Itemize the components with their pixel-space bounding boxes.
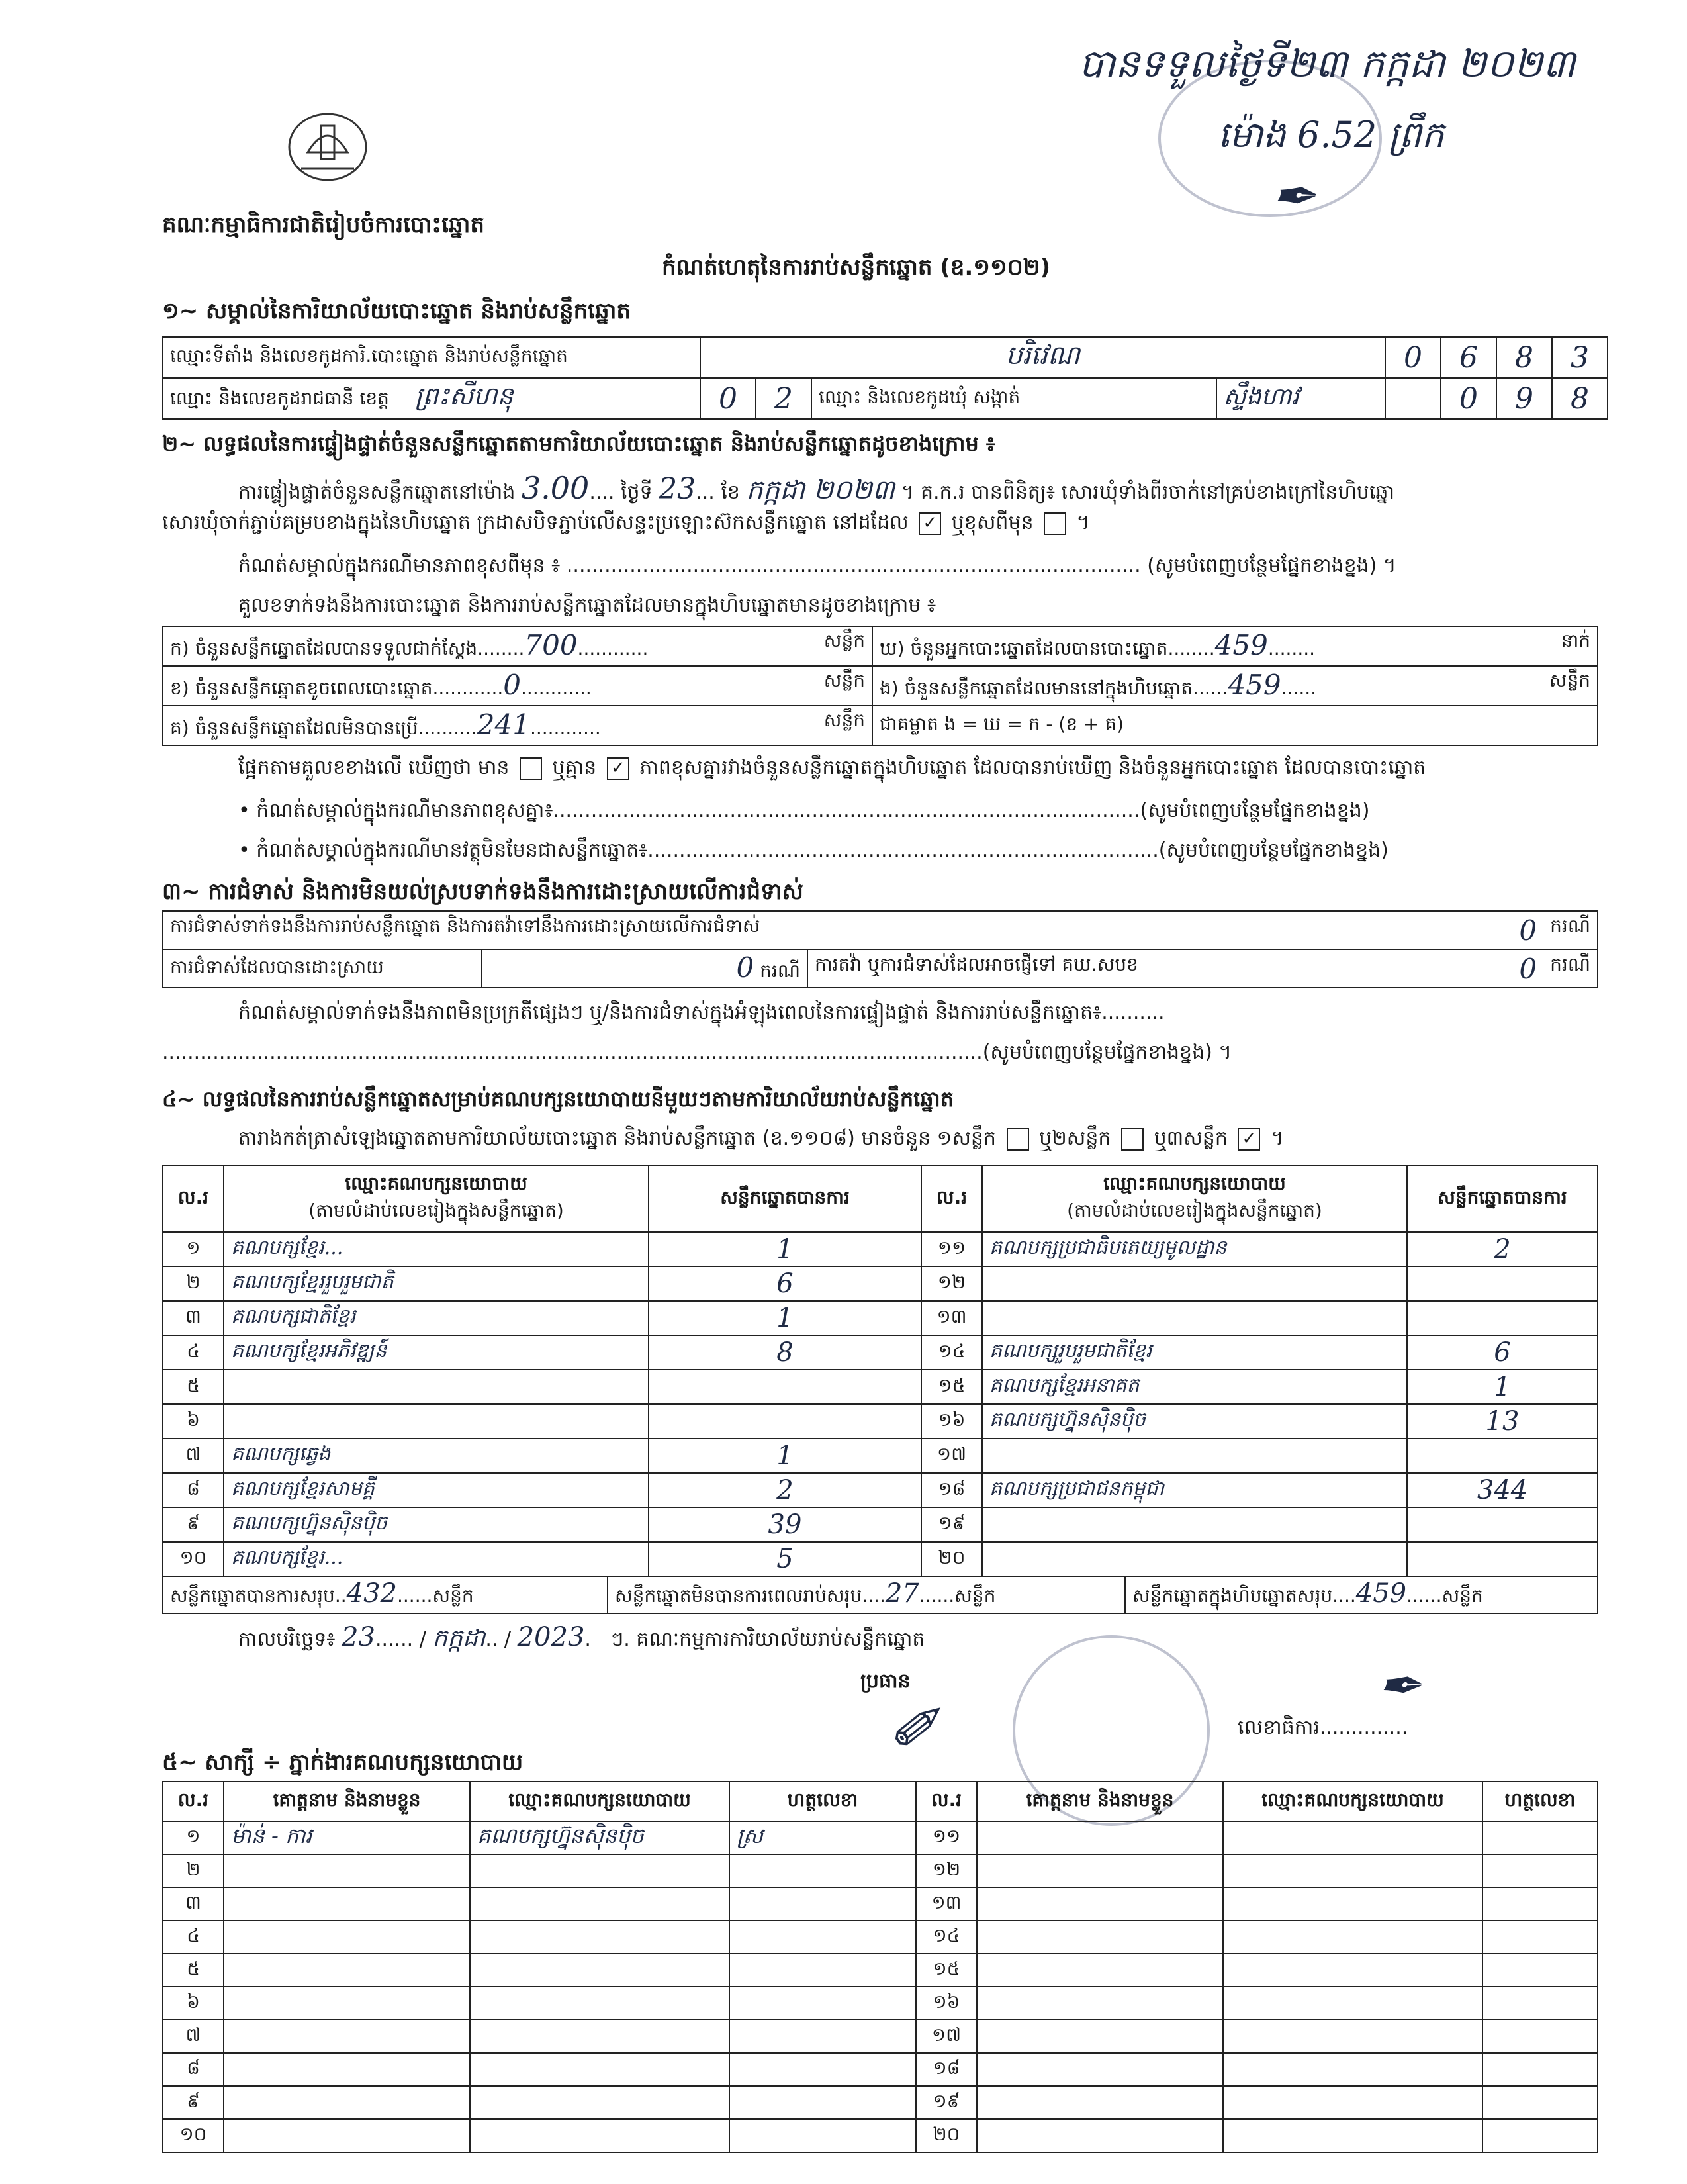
results-party: គណបក្សប្រជាធិបតេយ្យមូលដ្ឋាន [982,1232,1407,1266]
section1-title: ១~ សម្គាល់នៃការិយាល័យបោះឆ្នោត និងរាប់សន្លឹកឆ្នោត [162,298,631,324]
witness-no: ៣ [163,1887,224,1921]
committee-name: គណៈកម្មាធិការជាតិរៀបចំការបោះឆ្នោត [162,212,485,238]
table-row [163,2119,1598,2152]
table-row [163,1473,1598,1507]
chair-signature: ✐ [887,1695,937,1764]
total-box-value: 459 [1355,1578,1407,1609]
table-row [163,2053,1598,2086]
results-no: ១ [163,1232,224,1266]
results-votes [1407,1301,1598,1335]
witness-signature [1482,1887,1598,1921]
witness-no: ១៧ [916,2020,977,2053]
results-votes: 5 [649,1542,921,1576]
witness-party [470,1887,729,1921]
section3-title: ៣~ ការជំទាស់ និងការមិនយល់ស្របទាក់ទងនឹងការដោះស្រាយលើការជំទាស់ [162,878,803,905]
results-votes: 13 [1407,1404,1598,1439]
location-code-2: 6 [1441,337,1496,378]
location-label: ឈ្មោះទីតាំង និងលេខកូដការិ.បោះឆ្នោត និងរាប់សន្លឹកឆ្នោត [163,337,700,378]
results-votes: 6 [649,1266,921,1301]
witness-signature [729,2053,916,2086]
section2-bullet2: • កំណត់សម្គាល់ក្នុងករណីមានវត្ថុមិនមែនជាសន្លឹកឆ្នោត៖.................................................................................(សូមបំពេញបន្ថែមផ្នែកខាងខ្នង) [238,839,1389,862]
results-col-votes-right: សន្លឹកឆ្នោតបានការ [1407,1166,1598,1232]
witness-name: ម៉ាន់ - ការ [224,1821,470,1854]
results-no: ១៩ [921,1507,982,1542]
date-line: កាលបរិច្ឆេទ៖ 23...... / កក្កដា.. / 2023. ៗ. គណៈកម្មការការិយាល័យរាប់សន្លឹកឆ្នោត [238,1622,925,1652]
secretary-signature: ✒ [1377,1655,1422,1717]
section1-table [162,336,1608,420]
witness-party [1223,1954,1482,1987]
results-col-no-right: ល.រ [921,1166,982,1232]
witness-no: ៨ [163,2053,224,2086]
results-no: ៧ [163,1439,224,1473]
results-no: ១៤ [921,1335,982,1370]
objections-value: 0 [1519,914,1537,947]
witness-signature [729,2119,916,2152]
witness-party [470,2020,729,2053]
witness-no: ១៦ [916,1987,977,2020]
results-party: គណបក្សហ្វ៊ុនស៊ិនប៉ិច [982,1404,1407,1439]
witness-name [977,2086,1223,2119]
results-votes: 344 [1407,1473,1598,1507]
results-no: ២០ [921,1542,982,1576]
total-invalid-value: 27 [885,1578,919,1609]
witness-no: ២០ [916,2119,977,2152]
results-no: ៥ [163,1370,224,1404]
table-row [163,1854,1598,1887]
section4-title: ៤~ លទ្ធផលនៃការរាប់សន្លឹកឆ្នោតសម្រាប់គណបក្សនយោបាយនីមួយៗតាមការិយាល័យរាប់សន្លឹកឆ្នោត [162,1086,954,1112]
table-row [163,1439,1598,1473]
date-day: 23 [342,1622,375,1652]
results-party [982,1439,1407,1473]
witness-no: ៩ [163,2086,224,2119]
table-row [163,1370,1598,1404]
results-votes [649,1370,921,1404]
witness-party [470,1921,729,1954]
witness-no: ៧ [163,2020,224,2053]
witness-party [470,1854,729,1887]
witness-name [224,1887,470,1921]
witness-party [470,1987,729,2020]
results-body [163,1232,1598,1576]
results-no: ៤ [163,1335,224,1370]
voters-value: 459 [1214,628,1268,661]
witness-signature [729,1887,916,1921]
results-votes [649,1404,921,1439]
results-col-party-right: ឈ្មោះគណបក្សនយោបាយ [1103,1172,1286,1194]
results-no: ១៣ [921,1301,982,1335]
witness-name [977,1821,1223,1854]
witness-party [1223,1821,1482,1854]
results-party: គណបក្សរួបរួមជាតិខ្មែរ [982,1335,1407,1370]
witness-name [977,2020,1223,2053]
section2-line1: ការផ្ទៀងផ្ទាត់ចំនួនសន្លឹកឆ្នោតនៅម៉ោង 3.00.... ថ្ងៃទី 23... ខែ កក្កដា ២០២៣ ។ គ.ក.រ បានពិនិត្យ៖ សោរឃុំទាំងពីរចាក់នៅគ្រប់ខាងក្រៅនៃហិបឆ្នោ [238,470,1395,506]
unused-ballots-value: 241 [477,708,530,741]
witness-party [1223,2020,1482,2053]
results-col-no-left: ល.រ [163,1166,224,1232]
results-party [982,1301,1407,1335]
witness-signature [1482,1921,1598,1954]
results-votes: 6 [1407,1335,1598,1370]
secretary-line: លេខាធិការ.............. [1238,1716,1408,1739]
results-votes: 1 [649,1232,921,1266]
national-emblem-icon [281,106,374,185]
witness-name [224,1954,470,1987]
results-no: ៣ [163,1301,224,1335]
table-row [163,1542,1598,1576]
commune-code-1: 0 [1441,378,1496,419]
forwarded-value: 0 [1519,952,1537,985]
province-value: ព្រះសីហនុ [414,381,514,410]
results-votes: 1 [649,1439,921,1473]
witness-signature [729,1854,916,1887]
witness-signature [1482,1821,1598,1854]
witness-no: ១៩ [916,2086,977,2119]
witness-no: ១ [163,1821,224,1854]
results-no: ១៦ [921,1404,982,1439]
results-no: ១០ [163,1542,224,1576]
witness-signature [1482,1854,1598,1887]
section3-hint: ..................................................................................................................................(សូមបំពេញបន្ថែមផ្នែកខាងខ្នង) ។ [162,1041,1232,1064]
witness-no: ១១ [916,1821,977,1854]
same-checkbox[interactable]: ✓ [919,512,941,535]
formula: ជាគម្លាត ង = ឃ = ក - (ខ + គ) [872,706,1598,745]
witness-name [977,2119,1223,2152]
witness-signature [1482,2020,1598,2053]
section2-bullet1: • កំណត់សម្គាល់ក្នុងករណីមានភាពខុសគ្នា៖.............................................................................................(សូមបំពេញបន្ថែមផ្នែកខាងខ្នង) [238,799,1370,822]
has-difference-checkbox[interactable] [520,757,542,780]
table-row [163,1301,1598,1335]
table-row [163,1232,1598,1266]
results-no: ២ [163,1266,224,1301]
witness-party [1223,2086,1482,2119]
results-party: គណបក្សខ្មែរ... [224,1542,649,1576]
witness-body [163,1821,1598,2152]
witness-no: ៦ [163,1987,224,2020]
three-sheet-checkbox[interactable]: ✓ [1238,1128,1260,1151]
witness-party [1223,1987,1482,2020]
results-party: គណបក្សឆ្វេង [224,1439,649,1473]
results-no: ៩ [163,1507,224,1542]
witness-name [224,1987,470,2020]
witness-no: ១០ [163,2119,224,2152]
resolved-value: 0 [736,951,754,984]
results-party: គណបក្សហ្វ៊ុនស៊ិនប៉ិច [224,1507,649,1542]
witness-signature [729,2086,916,2119]
form-title: កំណត់ហេតុនៃការរាប់សន្លឹកឆ្នោត (ឧ.១១០២) [662,254,1051,281]
table-row [163,1335,1598,1370]
table-row [163,1954,1598,1987]
witness-party [470,2053,729,2086]
table-row [163,1507,1598,1542]
results-party: គណបក្សខ្មែរសាមគ្គី [224,1473,649,1507]
witness-party [470,1954,729,1987]
witness-party [1223,1854,1482,1887]
received-ballots-value: 700 [524,628,578,661]
province-code-2: 2 [756,378,811,419]
results-col-party-left: ឈ្មោះគណបក្សនយោបាយ [345,1172,527,1194]
ballot-count-table: ក) ចំនួនសន្លឹកឆ្នោតដែលបានទទួលជាក់ស្តែង........700............ សន្លឹក ឃ) ចំនួនអ្នកបោះឆ្នោតដែលបានបោះឆ្នោត........459........ នាក់ ខ) ចំនួនសន្លឹកឆ្នោតខូចពេលបោះឆ្នោត............0............ សន្លឹក ង) ចំនួនសន្លឹកឆ្នោតដែលមាននៅក្នុងហិបឆ្នោត......459...... សន្លឹក គ) ចំនួនសន្លឹកឆ្នោតដែលមិនបានប្រើ..........241............ សន្លឹក ជាគម្លាត ង = ឃ = ក - (ខ + គ) [162,626,1598,746]
commune-code-2: 9 [1496,378,1552,419]
no-difference-checkbox[interactable]: ✓ [607,757,629,780]
results-party: គណបក្សខ្មែររួបរួមជាតិ [224,1266,649,1301]
section2-intro: គួលខទាក់ទងនឹងការបោះឆ្នោត និងការរាប់សន្លឹកឆ្នោតដែលមានក្នុងហិបឆ្នោតមានដូចខាងក្រោម ៖ [238,594,936,617]
province-label: ឈ្មោះ និងលេខកូដរាជធានី ខេត្ត [170,387,389,409]
witness-party: គណបក្សហ្វ៊ុនស៊ិនប៉ិច [470,1821,729,1854]
witness-name [977,1887,1223,1921]
witness-party [1223,1921,1482,1954]
location-code-3: 8 [1496,337,1552,378]
results-table: ល.រ ឈ្មោះគណបក្សនយោបាយ (តាមលំដាប់លេខរៀងក្នុងសន្លឹកឆ្នោត) សន្លឹកឆ្នោតបានការ ល.រ ឈ្មោះគណបក្សនយោបាយ (តាមលំដាប់លេខរៀងក្នុងសន្លឹកឆ្នោត) សន្លឹកឆ្នោតបានការ ១ គណបក្សខ្មែរ... 1 ១១ គណបក្សប្រជាធិបតេយ្យមូលដ្ឋាន 2 ២ គណបក្សខ្មែររួបរួមជាតិ 6 ១២ ៣ គណបក្សជាតិខ្មែរ 1 ១៣ ៤ គណបក្សខ្មែរអភិវឌ្ឍន៍ 8 ១៤ គណបក្សរួបរួមជាតិខ្មែរ 6 ៥ ១៥ គណបក្សខ្មែរអនាគត 1 ៦ ១៦ គណបក្សហ្វ៊ុនស៊ិនប៉ិច 13 ៧ គណបក្សឆ្វេង 1 ១៧ ៨ គណបក្សខ្មែរសាមគ្គី 2 ១៨ គណបក្សប្រជាជនកម្ពុជា 344 ៩ គណបក្សហ្វ៊ុនស៊ិនប៉ិច 39 ១៩ ១០ គណបក្សខ្មែរ... 5 ២០ [162,1165,1598,1577]
results-party: គណបក្សជាតិខ្មែរ [224,1301,649,1335]
location-code-1: 0 [1385,337,1441,378]
totals-table: សន្លឹកឆ្នោតបានការសរុប..432......សន្លឹក សន្លឹកឆ្នោតមិនបានការពេលរាប់សរុប....27......សន្លឹក សន្លឹកឆ្នោតក្នុងហិបឆ្នោតសរុប....459......សន្លឹក [162,1576,1598,1614]
witness-name [224,1854,470,1887]
results-votes: 39 [649,1507,921,1542]
section2-line2: សោរឃុំចាក់ភ្ជាប់គម្របខាងក្នុងនៃហិបឆ្នោត ក្រដាសបិទភ្ជាប់លើសន្ទះប្រឡោះស៊កសន្លឹកឆ្នោត នៅដដែល ✓ ឬខុសពីមុន ។ [162,511,1090,534]
witness-no: ១៨ [916,2053,977,2086]
witness-signature [1482,2086,1598,2119]
witness-signature [1482,2119,1598,2152]
results-votes [1407,1266,1598,1301]
witness-signature [1482,2053,1598,2086]
table-row [163,1266,1598,1301]
results-votes [1407,1439,1598,1473]
province-code-1: 0 [700,378,756,419]
section2-title: ២~ លទ្ធផលនៃការផ្ទៀងផ្ទាត់ចំនួនសន្លឹកឆ្នោតតាមការិយាល័យបោះឆ្នោត និងរាប់សន្លឹកឆ្នោតដូចខាងក្រោម ៖ [162,431,995,456]
witness-signature [729,2020,916,2053]
table-row [163,1921,1598,1954]
table-row [163,1404,1598,1439]
witness-no: ១៣ [916,1887,977,1921]
witness-name [224,2020,470,2053]
one-sheet-checkbox[interactable] [1007,1128,1029,1151]
results-party: គណបក្សខ្មែរអនាគត [982,1370,1407,1404]
witness-party [1223,2119,1482,2152]
received-note-line1: បានទទួលថ្ងៃទី២៣ កក្កដា ២០២៣ [1079,41,1576,86]
results-votes: 2 [649,1473,921,1507]
table-row [163,1987,1598,2020]
objections-table: ការជំទាស់ទាក់ទងនឹងការរាប់សន្លឹកឆ្នោត និងការតវ៉ាទៅនឹងការដោះស្រាយលើការជំទាស់ ករណី 0 ការជំទាស់ដែលបានដោះស្រាយ 0 ករណី ការតវ៉ា ឬការជំទាស់ដែលអាចផ្ញើទៅ គឃ.សបខ ករណី 0 [162,910,1598,988]
results-votes: 1 [649,1301,921,1335]
different-checkbox[interactable] [1044,512,1066,535]
witness-signature [1482,1987,1598,2020]
section3-note: កំណត់សម្គាល់ទាក់ទងនឹងភាពមិនប្រក្រតីផ្សេងៗ ឬ/និងការជំទាស់ក្នុងអំឡុងពេលនៃការផ្ទៀងផ្ទាត់ និងការរាប់សន្លឹកឆ្នោត៖.......... [238,1001,1165,1024]
witness-name [977,1921,1223,1954]
date-month: កក្កដា [432,1625,486,1652]
date-year: 2023 [517,1622,585,1652]
results-no: ១៧ [921,1439,982,1473]
witness-no: ១២ [916,1854,977,1887]
witness-name [224,1921,470,1954]
results-votes: 2 [1407,1232,1598,1266]
results-no: ១៨ [921,1473,982,1507]
results-no: ១១ [921,1232,982,1266]
witness-name [977,1954,1223,1987]
results-party [982,1266,1407,1301]
section4-intro: តារាងកត់ត្រាសំឡេងឆ្នោតតាមការិយាល័យបោះឆ្នោត និងរាប់សន្លឹកឆ្នោត (ឧ.១១០៨) មានចំនួន ១សន្លឹក ឬ២សន្លឹក ឬ៣សន្លឹក ✓ ។ [238,1127,1284,1150]
box-ballots-value: 459 [1228,668,1281,701]
results-col-votes-left: សន្លឹកឆ្នោតបានការ [649,1166,921,1232]
section2-result-line: ផ្អែកតាមគួលខខាងលើ ឃើញថា មាន ឬគ្មាន ✓ ភាពខុសគ្នារវាងចំនួនសន្លឹកឆ្នោតក្នុងហិបឆ្នោត ដែលបានរាប់ឃើញ និងចំនួនអ្នកបោះឆ្នោត ដែលបានបោះឆ្នោត [238,756,1426,779]
results-votes: 1 [1407,1370,1598,1404]
spoiled-ballots-value: 0 [503,668,522,701]
results-party [982,1542,1407,1576]
witness-party [470,2086,729,2119]
witness-name [977,1987,1223,2020]
results-no: ៦ [163,1404,224,1439]
witness-signature [729,1987,916,2020]
witness-no: ១៤ [916,1921,977,1954]
check-month: កក្កដា ២០២៣ [746,475,895,505]
received-note-line2: ម៉ោង 6.52 ព្រឹក [1218,114,1445,156]
results-no: ១៥ [921,1370,982,1404]
results-votes [1407,1507,1598,1542]
location-value: បរិវេណ [700,337,1385,378]
table-row [163,2020,1598,2053]
table-row [163,2086,1598,2119]
section5-title: ៥~ សាក្សី ÷ ភ្នាក់ងារគណបក្សនយោបាយ [162,1749,524,1776]
check-time: 3.00 [521,470,590,506]
witness-table: ល.រ គោត្តនាម និងនាមខ្លួន ឈ្មោះគណបក្សនយោបាយ ហត្ថលេខា ល.រ គោត្តនាម និងនាមខ្លួន ឈ្មោះគណបក្សនយោបាយ ហត្ថលេខា ១ ម៉ាន់ - ការ គណបក្សហ្វ៊ុនស៊ិនប៉ិច ស្រ ១១ ២ ១២ ៣ ១៣ ៤ ១៤ ៥ ១៥ ៦ ១៦ ៧ ១៧ ៨ ១៨ ៩ ១៩ ១០ ២០ [162,1781,1598,2153]
witness-name [977,2053,1223,2086]
results-no: ៨ [163,1473,224,1507]
total-valid-value: 432 [346,1578,397,1609]
witness-no: ១៥ [916,1954,977,1987]
witness-name [977,1854,1223,1887]
witness-name [224,2119,470,2152]
section2-note-line: កំណត់សម្គាល់ក្នុងករណីមានភាពខុសពីមុន ៖ ........................................................................................... (សូមបំពេញបន្ថែមផ្នែកខាងខ្នង) ។ [238,554,1396,577]
witness-name [224,2053,470,2086]
witness-signature [729,1954,916,1987]
results-no: ១២ [921,1266,982,1301]
commune-code-3: 8 [1552,378,1608,419]
results-votes [1407,1542,1598,1576]
witness-signature: ស្រ [729,1821,916,1854]
table-row [163,1887,1598,1921]
received-signature: ✒ [1271,166,1316,227]
witness-no: ២ [163,1854,224,1887]
witness-signature [729,1921,916,1954]
witness-party [1223,1887,1482,1921]
location-code-4: 3 [1552,337,1608,378]
resolved-label: ការជំទាស់ដែលបានដោះស្រាយ [163,949,482,988]
results-party [982,1507,1407,1542]
results-party: គណបក្សខ្មែរអភិវឌ្ឍន៍ [224,1335,649,1370]
commune-value: ស្ទឹងហាវ [1216,378,1385,419]
results-votes: 8 [649,1335,921,1370]
results-party [224,1404,649,1439]
two-sheet-checkbox[interactable] [1121,1128,1144,1151]
table-row [163,1821,1598,1854]
witness-no: ៤ [163,1921,224,1954]
witness-party [470,2119,729,2152]
chair-label: ប្រធាន [860,1670,911,1693]
witness-no: ៥ [163,1954,224,1987]
results-party: គណបក្សប្រជាជនកម្ពុជា [982,1473,1407,1507]
witness-party [1223,2053,1482,2086]
results-party [224,1370,649,1404]
witness-name [224,2086,470,2119]
check-day: 23 [659,472,696,506]
witness-signature [1482,1954,1598,1987]
commune-label: ឈ្មោះ និងលេខកូដឃុំ សង្កាត់ [811,378,1216,419]
results-party: គណបក្សខ្មែរ... [224,1232,649,1266]
